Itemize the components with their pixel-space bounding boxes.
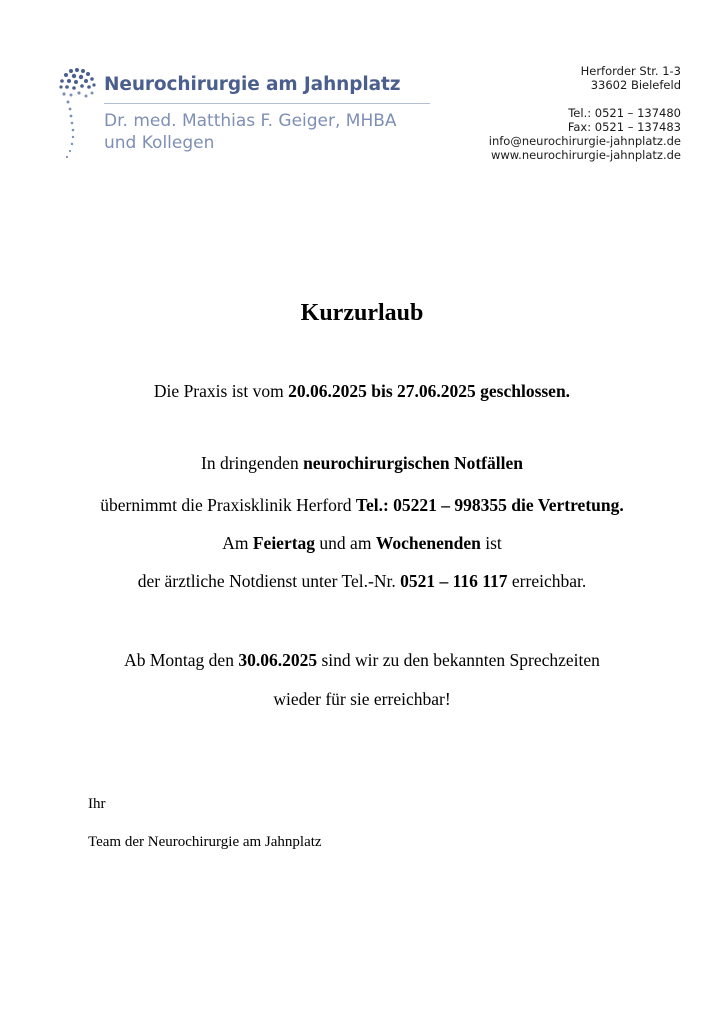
reopen-l1-prefix: Ab Montag den <box>124 650 239 670</box>
closed-dates: 20.06.2025 bis 27.06.2025 geschlossen. <box>288 381 571 401</box>
emergency-l3-holiday: Feiertag <box>252 533 316 553</box>
address-street: Herforder Str. 1-3 <box>580 64 681 78</box>
reopen-date: 30.06.2025 <box>238 650 318 670</box>
emergency-line-4 <box>0 571 724 592</box>
doctor-name: Dr. med. Matthias F. Geiger, MHBA <box>104 111 397 131</box>
dandelion-logo-icon <box>58 66 100 162</box>
emergency-l2-bold: Tel.: 05221 – 998355 die Vertretung. <box>355 495 624 515</box>
emergency-line-3 <box>0 533 724 554</box>
emergency-l1-prefix: In dringenden <box>201 453 304 473</box>
address-web-link[interactable]: www.neurochirurgie-jahnplatz.de <box>491 148 681 162</box>
emergency-l4-number: 0521 – 116 117 <box>400 571 508 591</box>
emergency-l3-b: und am <box>315 533 376 553</box>
address-spacer <box>489 92 681 106</box>
closed-prefix: Die Praxis ist vom <box>153 381 289 401</box>
address-city: 33602 Bielefeld <box>590 78 681 92</box>
notice-title: Kurzurlaub <box>300 300 424 326</box>
emergency-l4-prefix: der ärztliche Notdienst unter Tel.-Nr. <box>137 571 401 591</box>
address-tel: Tel.: 0521 – 137480 <box>568 106 681 120</box>
doctor-colleagues: und Kollegen <box>104 133 215 153</box>
practice-name: Neurochirurgie am Jahnplatz <box>104 74 401 95</box>
emergency-l3-a: Am <box>222 533 253 553</box>
practice-logo <box>58 66 430 162</box>
address-block <box>489 64 681 162</box>
signature-salutation: Ihr <box>88 796 106 812</box>
closed-line <box>0 381 724 402</box>
emergency-l4-suffix: erreichbar. <box>507 571 587 591</box>
practice-doctor <box>104 110 397 154</box>
emergency-line-1 <box>0 453 724 474</box>
signature-team: Team der Neurochirurgie am Jahnplatz <box>88 834 322 850</box>
reopen-line-2: wieder für sie erreichbar! <box>273 689 451 709</box>
reopen-l1-suffix: sind wir zu den bekannten Sprechzeiten <box>317 650 600 670</box>
logo-divider <box>104 103 430 104</box>
emergency-line-2 <box>0 495 724 516</box>
address-email-link[interactable]: info@neurochirurgie-jahnplatz.de <box>488 134 681 148</box>
address-fax: Fax: 0521 – 137483 <box>567 120 681 134</box>
emergency-l2-prefix: übernimmt die Praxisklinik Herford <box>100 495 356 515</box>
emergency-l3-c: ist <box>480 533 502 553</box>
emergency-l3-weekend: Wochenenden <box>375 533 481 553</box>
emergency-l1-bold: neurochirurgischen Notfällen <box>303 453 523 473</box>
reopen-line-1 <box>0 650 724 671</box>
